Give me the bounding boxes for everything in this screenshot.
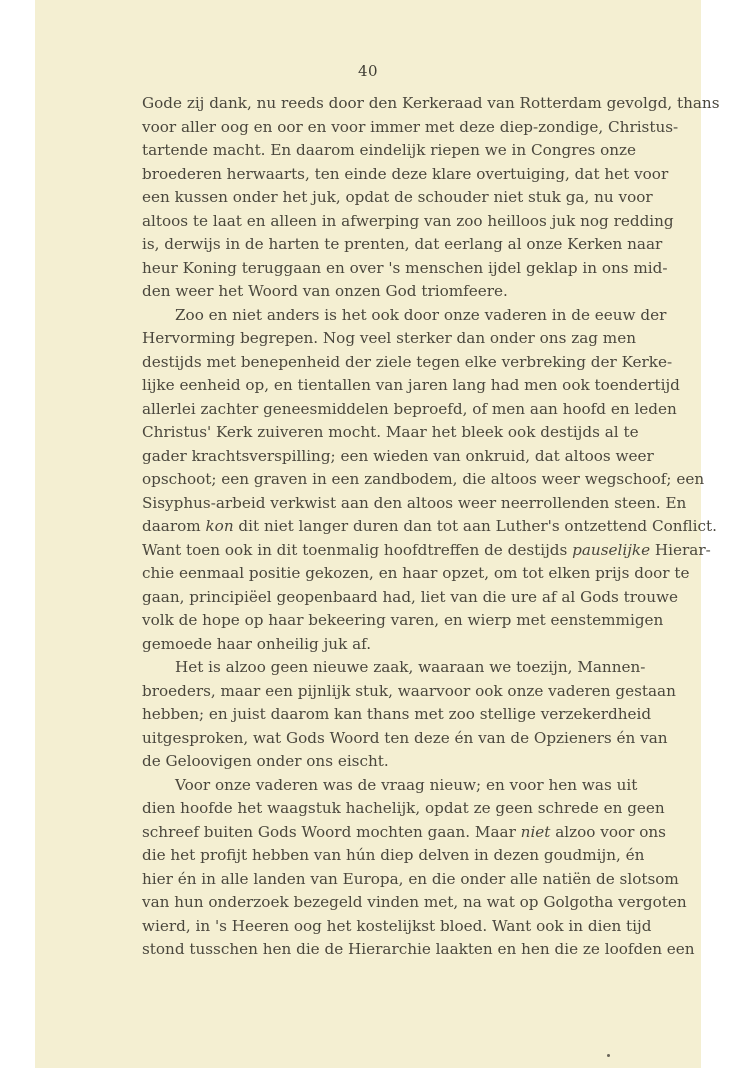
line-text: Het is alzoo geen nieuwe zaak, waaraan we toezijn, Mannen- [175,658,646,676]
text-line [142,727,668,751]
paper-speck [607,1054,610,1057]
text-line [142,633,621,657]
line-text: volk de hope op haar bekeering varen, en wierp met eenstemmigen [142,611,664,629]
text-line [142,398,677,422]
text-line [142,868,679,892]
text-line [142,515,717,539]
text-line [142,774,638,798]
line-text: Hervorming begrepen. Nog veel sterker dan onder ons zag men [142,329,636,347]
text-line [142,233,663,257]
line-text: heur Koning teruggaan en over 's menschen ijdel geklap in ons mid- [142,258,668,277]
paragraph [142,774,695,962]
line-text: uitgesproken, wat Gods Woord ten deze én van de Opzieners én van [142,728,668,747]
line-text: altoos te laat en alleen in afwerping van zoo heilloos juk nog redding [142,211,674,230]
text-line [142,186,653,210]
text-line [142,703,652,727]
line-text: van hun onderzoek bezegeld vinden met, na wat op Golgotha vergoten [142,893,687,911]
line-text: Gode zij dank, nu reeds door den Kerkeraad van Rotterdam gevolgd, thans [142,94,720,112]
text-line [142,656,646,680]
text-line [142,680,676,704]
line-text: tartende macht. En daarom eindelijk riepen we in Congres onze [142,141,637,159]
line-text: broederen herwaarts, ten einde deze klare overtuiging, dat het voor [142,164,669,183]
page-number: 40 [357,62,379,80]
line-text: gemoede haar onheilig juk af. [142,634,372,653]
text-line [142,327,636,351]
emphasis-text: niet [520,822,551,841]
line-text: chie eenmaal positie gekozen, en haar opzet, om tot elken prijs door te [142,564,690,582]
line-text: een kussen onder het juk, opdat de schouder niet stuk ga, nu voor [142,188,653,206]
line-text: Want toen ook in dit toenmalig hoofdtreffen de destijds [142,540,573,559]
line-text: stond tusschen hen die de Hierarchie laakten en hen die ze loofden een [142,940,695,958]
line-text: Hierar- [650,540,711,559]
line-text: schreef buiten Gods Woord mochten gaan. Maar [142,822,521,841]
line-text: hebben; en juist daarom kan thans met zoo stellige verzekerdheid [142,705,652,723]
line-text: Voor onze vaderen was de vraag nieuw; en voor hen was uit [175,775,638,794]
paragraph [142,92,720,304]
line-text: opschoot; een graven in een zandbodem, die altoos weer wegschoof; een [142,470,705,488]
line-text: gaan, principiëel geopenbaard had, liet van die ure af al Gods trouwe [142,587,678,606]
line-text: de Geloovigen onder ons eischt. [142,752,389,770]
emphasis-text: pauselijke [572,540,651,559]
line-text: Sisyphus-arbeid verkwist aan den altoos weer neerrollenden steen. En [142,493,687,512]
text-line [142,891,687,915]
line-text: Zoo en niet anders is het ook door onze vaderen in de eeuw der [175,305,667,324]
paragraph [142,304,717,657]
text-line [142,562,690,586]
paragraph [142,656,676,774]
line-text: broeders, maar een pijnlijk stuk, waarvoor ook onze vaderen gestaan [142,681,676,700]
line-text: destijds met benepenheid der ziele tegen elke verbreking der Kerke- [142,352,673,371]
line-text: alzoo voor ons [550,822,666,841]
line-text: is, derwijs in de harten te prenten, dat eerlang al onze Kerken naar [142,235,663,253]
body-text [142,92,720,962]
text-line [142,492,687,516]
line-text: Christus' Kerk zuiveren mocht. Maar het bleek ook destijds al te [142,423,639,441]
text-line [142,539,711,563]
text-line [142,421,639,445]
book-page [35,0,720,1068]
text-line [142,304,667,328]
line-text: daarom [142,517,206,535]
line-text: voor aller oog en oor en voor immer met deze diep-zondige, Christus- [142,117,679,136]
text-line [142,797,665,821]
line-text: den weer het Woord van onzen God triomfeere. [142,282,508,300]
text-line [142,210,674,234]
text-line [142,915,652,939]
line-text: lijke eenheid op, en tientallen van jaren lang had men ook toendertijd [142,376,680,394]
text-line [142,139,637,163]
text-line [142,280,621,304]
text-line [142,257,668,281]
text-line [142,609,664,633]
text-line [142,844,645,868]
line-text: dien hoofde het waagstuk hachelijk, opdat ze geen schrede en geen [142,799,665,817]
text-line [142,938,695,962]
text-line [142,821,666,845]
text-line [142,586,678,610]
line-text: hier én in alle landen van Europa, en die onder alle natiën de slotsom [142,869,679,888]
text-line [142,92,720,116]
text-line [142,116,679,140]
text-line [142,374,680,398]
text-line [142,163,669,187]
text-line [142,445,654,469]
line-text: gader krachtsverspilling; een wieden van onkruid, dat altoos weer [142,446,654,465]
text-line [142,468,705,492]
line-text: dit niet langer duren dan tot aan Luther's ontzettend Conflict. [233,517,717,535]
emphasis-text: kon [205,517,234,535]
line-text: die het profijt hebben van hún diep delven in dezen goudmijn, én [142,846,645,864]
text-line [142,351,673,375]
text-line [142,750,621,774]
line-text: allerlei zachter geneesmiddelen beproefd, of men aan hoofd en leden [142,399,677,418]
line-text: wierd, in 's Heeren oog het kostelijkst bloed. Want ook in dien tijd [142,916,652,935]
